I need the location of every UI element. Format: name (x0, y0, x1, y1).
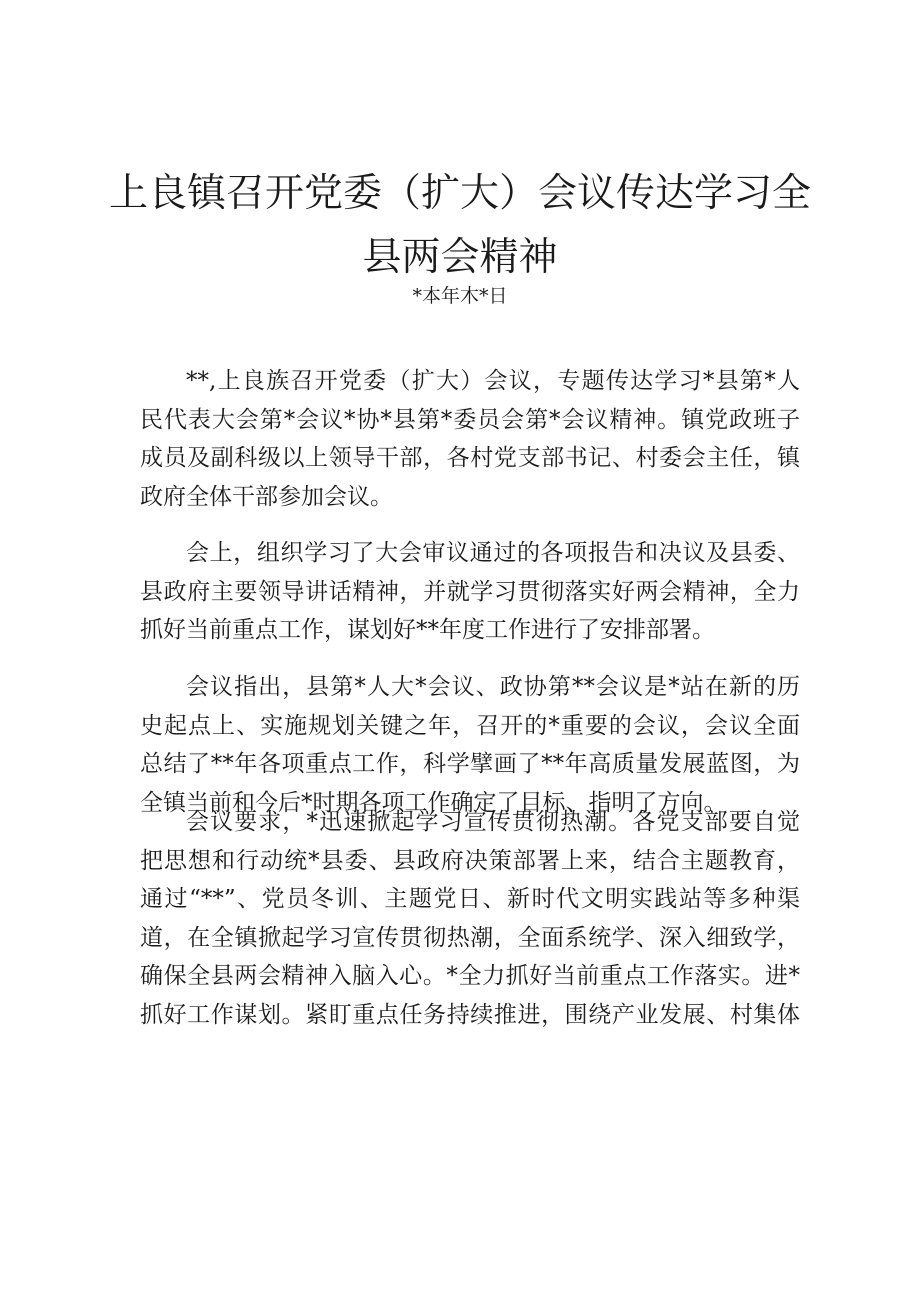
document-date: *本年木*日 (412, 285, 508, 307)
paragraph-line: 会议指出，县第*人大*会议、政协第**会议是*站在新的历 (186, 674, 800, 700)
paragraph-1 (140, 362, 800, 516)
paragraph-line: 全镇当前和今后*时期各项工作确定了目标、指明了方向。 (140, 789, 727, 816)
paragraph-line: 确保全县两会精神入脑入心。*全力抓好当前重点工作落实。进* (140, 963, 800, 989)
paragraph-line: 把思想和行动统*县委、县政府决策部署上来，结合主题教育， (140, 847, 800, 874)
paragraph-2 (140, 534, 800, 650)
paragraph-line: 民代表大会第*会议*协*县第*委员会第*会议精神。镇党政班子 (140, 406, 800, 433)
paragraph-line: 通过“**”、党员冬训、主题党日、新时代文明实践站等多种渠 (140, 886, 800, 912)
paragraph-line: 史起点上、实施规划关键之年，召开的*重要的会议，会议全面 (140, 712, 800, 739)
paragraph-4 (140, 803, 800, 1034)
paragraph-3 (140, 668, 800, 822)
paragraph-line: 总结了**年各项重点工作，科学擘画了**年高质量发展蓝图，为 (140, 751, 800, 777)
paragraph-line: 会议要求，*迅速掀起学习宣传贯彻热潮。各党支部要自觉 (186, 809, 800, 835)
paragraph-line: 政府全体干部参加会议。 (140, 483, 393, 510)
paragraph-line: 会上，组织学习了大会审议通过的各项报告和决议及县委、 (186, 540, 800, 566)
document-title-line-1: 上良镇召开党委（扩大）会议传达学习全 (108, 171, 811, 216)
document-title-line-2: 县两会精神 (362, 235, 558, 280)
paragraph-line: 成员及副科级以上领导干部，各村党支部书记、村委会主任，镇 (140, 445, 800, 471)
paragraph-line: 抓好工作谋划。紧盯重点任务持续推进，围绕产业发展、村集体 (140, 1001, 800, 1028)
paragraph-line: **,上良族召开党委（扩大）会议，专题传达学习*县第*人 (186, 368, 800, 394)
paragraph-line: 抓好当前重点工作，谋划好**年度工作进行了安排部署。 (140, 617, 715, 643)
paragraph-line: 道，在全镇掀起学习宣传贯彻热潮，全面系统学、深入细致学， (140, 924, 800, 951)
paragraph-line: 县政府主要领导讲话精神，并就学习贯彻落实好两会精神，全力 (140, 578, 800, 605)
